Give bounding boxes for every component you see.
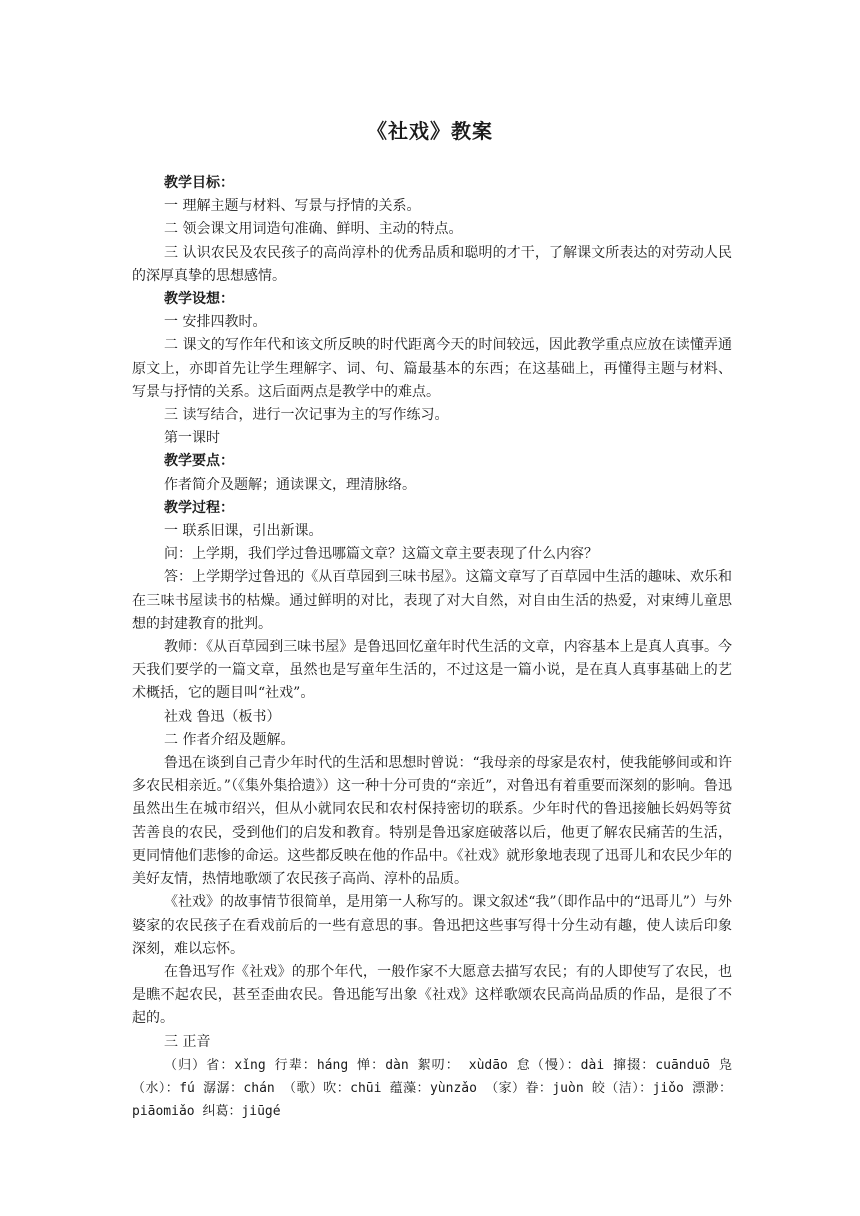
paragraph: 第一课时 [164,430,220,447]
paragraph: 社戏 鲁迅（板书） [164,708,281,725]
paragraph: 作者简介及题解；通读课文，理清脉络。 [164,476,416,493]
section-heading: 教学目标： [164,175,234,191]
section-heading: 教学设想： [164,291,234,308]
paragraph: 二 领会课文用词造句准确、鲜明、主动的特点。 [164,221,463,238]
paragraph: 一 安排四教时。 [164,314,267,331]
document-title: 《社戏》教案 [367,119,493,143]
paragraph: 二 作者介绍及题解。 [164,731,295,748]
paragraph: 二 课文的写作年代和该文所反映的时代距离今天的时间较远，因此教学重点应放在读懂弄通原文上，亦即首先让学生理解字、词、句、篇最基本的东西；在这基础上，再懂得主题与材料、写景与抒情的关系。这后面两点是教学中的难点。 [132,337,732,400]
paragraph: （归）省：xǐng 行辈：háng 惮：dàn 絮叨： xùdāo 怠（慢）：dài 撺掇：cuānduō 凫（水）：fú 潺潺：chán （歌）吹：chūi 蕴藻：yùnzǎo （家）眷：juòn 皎（洁）：jiǒo 漂渺：piāomiǎo 纠葛：jiūgé [132,1057,732,1120]
paragraph: 三 认识农民及农民孩子的高尚淳朴的优秀品质和聪明的才干，了解课文所表达的对劳动人民的深厚真挚的思想感情。 [132,244,732,284]
paragraph: 答：上学期学过鲁迅的《从百草园到三味书屋》。这篇文章写了百草园中生活的趣味、欢乐和在三味书屋读书的枯燥。通过鲜明的对比，表现了对大自然，对自由生活的热爱，对束缚儿童思想的封建教育的批判。 [132,569,732,632]
section-heading: 教学过程： [164,499,234,516]
paragraph: 鲁迅在谈到自己青少年时代的生活和思想时曾说：“我母亲的母家是农村，使我能够间或和许多农民相亲近。”（《集外集拾遗》）这一种十分可贵的“亲近”，对鲁迅有着重要而深刻的影响。鲁迅虽然出生在城市绍兴，但从小就同农民和农村保持密切的联系。少年时代的鲁迅接触长妈妈等贫苦善良的农民，受到他们的启发和教育。特别是鲁迅家庭破落以后，他更了解农民痛苦的生活，更同情他们悲惨的命运。这些都反映在他的作品中。《社戏》就形象地表现了迅哥儿和农民少年的美好友情，热情地歌颂了农民孩子高尚、淳朴的品质。 [132,755,732,888]
paragraph: 在鲁迅写作《社戏》的那个年代，一般作家不大愿意去描写农民；有的人即使写了农民，也是瞧不起农民，甚至歪曲农民。鲁迅能写出象《社戏》这样歌颂农民高尚品质的作品，是很了不起的。 [132,963,732,1027]
paragraph: 《社戏》的故事情节很简单，是用第一人称写的。课文叙述“我”（即作品中的“迅哥儿”）与外婆家的农民孩子在看戏前后的一些有意思的事。鲁迅把这些事写得十分生动有趣，使人读后印象深刻，难以忘怀。 [132,894,732,957]
paragraph: 教师：《从百草园到三味书屋》是鲁迅回忆童年时代生活的文章，内容基本上是真人真事。今天我们要学的一篇文章，虽然也是写童年生活的，不过这是一篇小说，是在真人真事基础上的艺术概括，它的题目叫“社戏”。 [132,639,732,702]
paragraph: 一 联系旧课，引出新课。 [164,523,323,540]
section-heading: 教学要点： [164,453,234,470]
paragraph: 问：上学期，我们学过鲁迅哪篇文章？这篇文章主要表现了什么内容？ [164,546,598,563]
document-body [132,172,732,1123]
paragraph: 三 读写结合，进行一次记事为主的写作练习。 [164,407,449,424]
paragraph: 三 正音 [164,1033,211,1050]
paragraph: 一 理解主题与材料、写景与抒情的关系。 [164,198,421,215]
